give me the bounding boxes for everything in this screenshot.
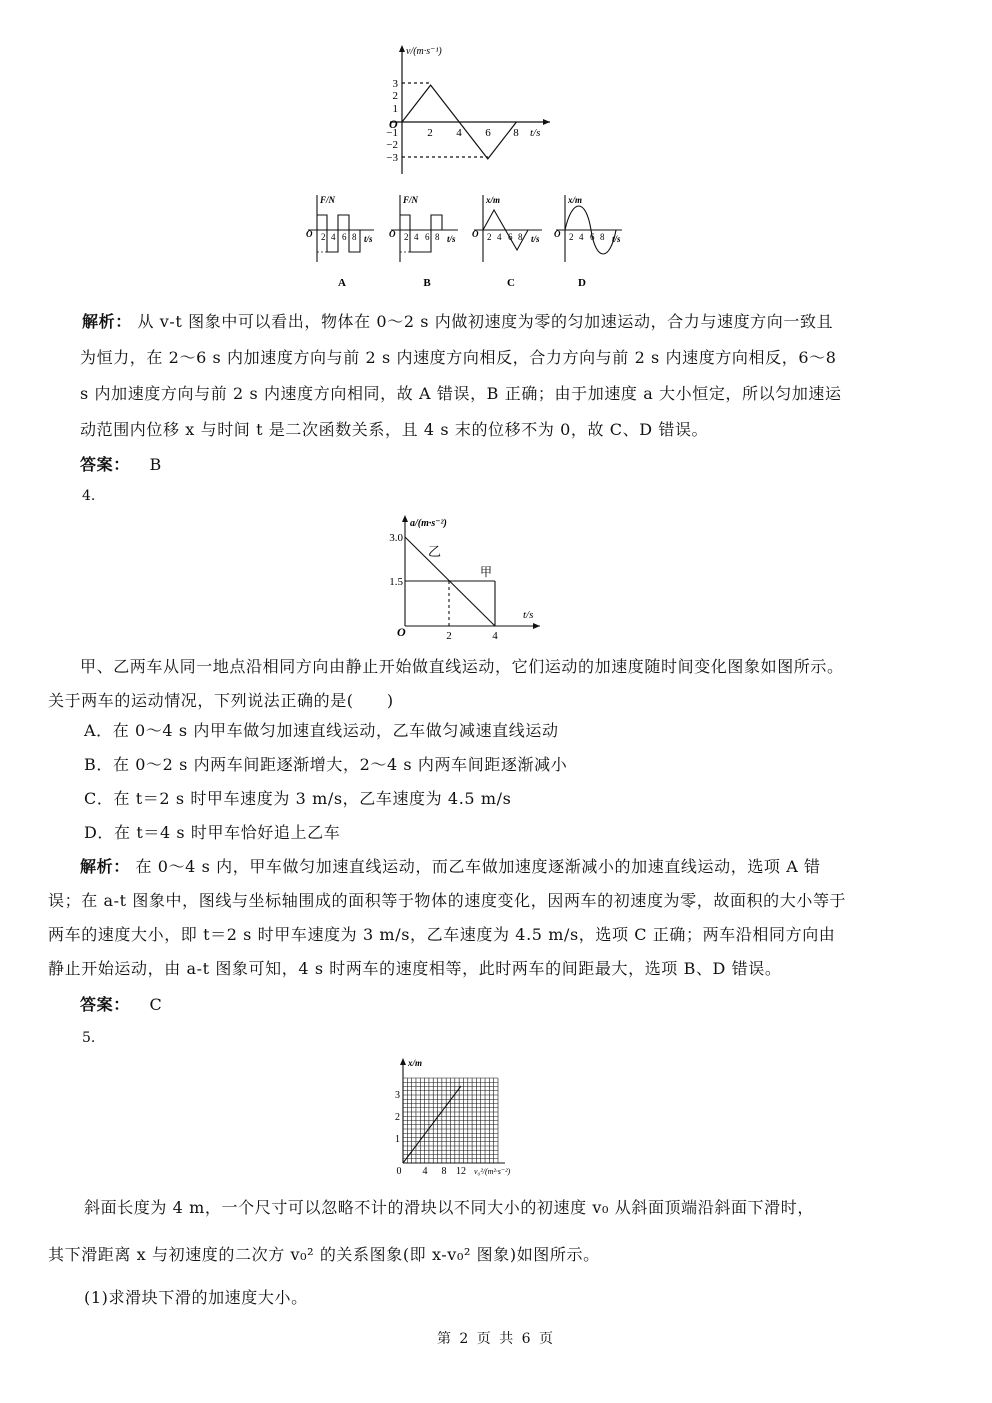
optB-ylabel: F/N [403, 195, 419, 205]
x-v02-ylabel: x/m [408, 1058, 423, 1068]
optB-letter: B [423, 277, 431, 289]
svg-text:1: 1 [395, 1134, 400, 1145]
at-ytick-3: 3.0 [389, 532, 403, 544]
q4-stem: 甲、乙两车从同一地点沿相同方向由静止开始做直线运动，它们运动的加速度随时间变化图象如图所示。关于两车的运动情况，下列说法正确的是( ) [48, 657, 844, 710]
svg-text:4: 4 [579, 232, 584, 242]
svg-text:2: 2 [569, 232, 574, 242]
q4-option-d: D．在 t＝4 s 时甲车恰好追上乙车 [84, 823, 341, 842]
x-v02-xlabel: v₀²/(m²·s⁻²) [474, 1167, 511, 1176]
optC-ylabel: x/m [486, 195, 501, 205]
q3-analysis-text: 从 v-t 图象中可以看出，物体在 0～2 s 内做初速度为零的匀加速运动，合力与速度方向一致且为恒力，在 2～6 s 内加速度方向与前 2 s 内速度方向相反，合力方向与前 2 s 内速度方向相反，6～8 s 内加速度方向与前 2 s 内速度方向相同，故 A 错误，B 正确；由于加速度 a 大小恒定，所以匀加速运动范围内位移 x 与时间 t 是二次函数关系，且 4 s 末的位移不为 0，故 C、D 错误。 [80, 312, 842, 439]
vt-graph [360, 42, 560, 182]
svg-text:8: 8 [435, 232, 440, 242]
svg-text:2: 2 [395, 1112, 400, 1123]
vt-ytick: −1 [386, 127, 398, 139]
svg-text:8: 8 [600, 232, 605, 242]
vt-origin: O [389, 117, 398, 131]
vt-ytick: −3 [386, 152, 398, 164]
q4-option-b: B．在 0～2 s 内两车间距逐渐增大，2～4 s 内两车间距逐渐减小 [84, 755, 568, 774]
vt-xtick: 2 [427, 127, 433, 139]
optB-xlabel: t/s [447, 234, 456, 244]
x-v02-graph [390, 1055, 540, 1180]
q3-answer-label: 答案： [80, 455, 130, 474]
vt-xlabel: t/s [530, 127, 541, 139]
at-origin: O [397, 625, 406, 639]
page-footer: 第 2 页 共 6 页 [436, 1331, 556, 1347]
at-label-yi: 乙 [428, 544, 442, 559]
q3-answer-value: B [149, 455, 162, 474]
at-label-jia: 甲 [480, 565, 493, 579]
svg-text:4: 4 [422, 1166, 428, 1177]
q4-option-c: C．在 t＝2 s 时甲车速度为 3 m/s，乙车速度为 4.5 m/s [84, 789, 512, 808]
optC-letter: C [507, 277, 515, 289]
vt-xtick: 4 [456, 127, 462, 139]
optA-xlabel: t/s [364, 234, 373, 244]
at-ylabel: a/(m·s⁻²) [410, 518, 447, 529]
q4-analysis [48, 850, 848, 986]
q5-stem-line2: 其下滑距离 x 与初速度的二次方 v₀² 的关系图象(即 x-v₀² 图象)如图所示。 [48, 1245, 600, 1264]
vt-xtick: 6 [485, 127, 491, 139]
svg-text:8: 8 [441, 1166, 447, 1177]
at-xtick-2: 2 [446, 630, 452, 642]
q4-number: 4. [82, 488, 96, 504]
q5-number: 5. [82, 1030, 96, 1046]
optA-origin: O [306, 229, 313, 239]
at-xlabel: t/s [523, 609, 534, 621]
optA-ylabel: F/N [320, 195, 336, 205]
svg-text:6: 6 [342, 232, 347, 242]
optB-origin: O [389, 229, 396, 239]
svg-text:6: 6 [590, 232, 595, 242]
svg-text:6: 6 [425, 232, 430, 242]
optD-ylabel: x/m [568, 195, 583, 205]
at-ytick-1.5: 1.5 [389, 576, 403, 588]
svg-text:4: 4 [414, 232, 419, 242]
optC-origin: O [472, 229, 479, 239]
svg-text:3: 3 [395, 1090, 400, 1101]
optA-letter: A [338, 277, 346, 289]
q3-answer [80, 448, 844, 482]
vt-ytick: 2 [392, 90, 398, 102]
q4-answer-label: 答案： [80, 995, 130, 1014]
optD-letter: D [578, 277, 586, 289]
vt-ytick: 3 [392, 78, 398, 90]
svg-text:2: 2 [404, 232, 409, 242]
q4-option-a: A．在 0～4 s 内甲车做匀加速直线运动，乙车做匀减速直线运动 [84, 721, 559, 740]
q4-answer [80, 988, 844, 1022]
x-v02-grid [403, 1078, 498, 1163]
optC-xlabel: t/s [531, 234, 540, 244]
svg-text:2: 2 [487, 232, 492, 242]
at-xtick-4: 4 [492, 630, 498, 642]
x-v02-origin: 0 [396, 1166, 402, 1177]
q5-stem-line1: 斜面长度为 4 m，一个尺寸可以忽略不计的滑块以不同大小的初速度 v₀ 从斜面顶端沿斜面下滑时， [84, 1198, 814, 1217]
q4-analysis-text: 在 0～4 s 内，甲车做匀加速直线运动，而乙车做加速度逐渐减小的加速直线运动，选项 A 错误；在 a-t 图象中，图线与坐标轴围成的面积等于物体的速度变化，因两车的初速度为零，故面积的大小等于两车的速度大小，即 t＝2 s 时甲车速度为 3 m/s，乙车速度为 4.5 m/s，选项 C 正确；两车沿相同方向由静止开始运动，由 a-t 图象可知，4 s 时两车的速度相等，此时两车的间距最大，选项 B、D 错误。 [48, 857, 847, 978]
at-graph [380, 512, 550, 642]
vt-ylabel: v/(m·s⁻¹) [406, 46, 442, 57]
q3-analysis [80, 304, 844, 448]
q5-sub1: (1)求滑块下滑的加速度大小。 [84, 1288, 308, 1307]
svg-text:2: 2 [321, 232, 326, 242]
vt-ytick: −2 [386, 139, 398, 151]
q4-analysis-label: 解析： [80, 857, 130, 876]
svg-text:8: 8 [518, 232, 523, 242]
q4-answer-value: C [149, 995, 163, 1014]
svg-text:4: 4 [331, 232, 336, 242]
svg-text:12: 12 [456, 1166, 466, 1177]
svg-text:8: 8 [352, 232, 357, 242]
q3-analysis-label: 解析： [82, 312, 132, 331]
svg-text:6: 6 [508, 232, 513, 242]
optD-origin: O [554, 229, 561, 239]
option-graphs [300, 190, 630, 295]
vt-ytick: 1 [392, 103, 398, 115]
vt-xtick: 8 [513, 127, 519, 139]
optD-xlabel: t/s [612, 234, 621, 244]
svg-text:4: 4 [497, 232, 502, 242]
